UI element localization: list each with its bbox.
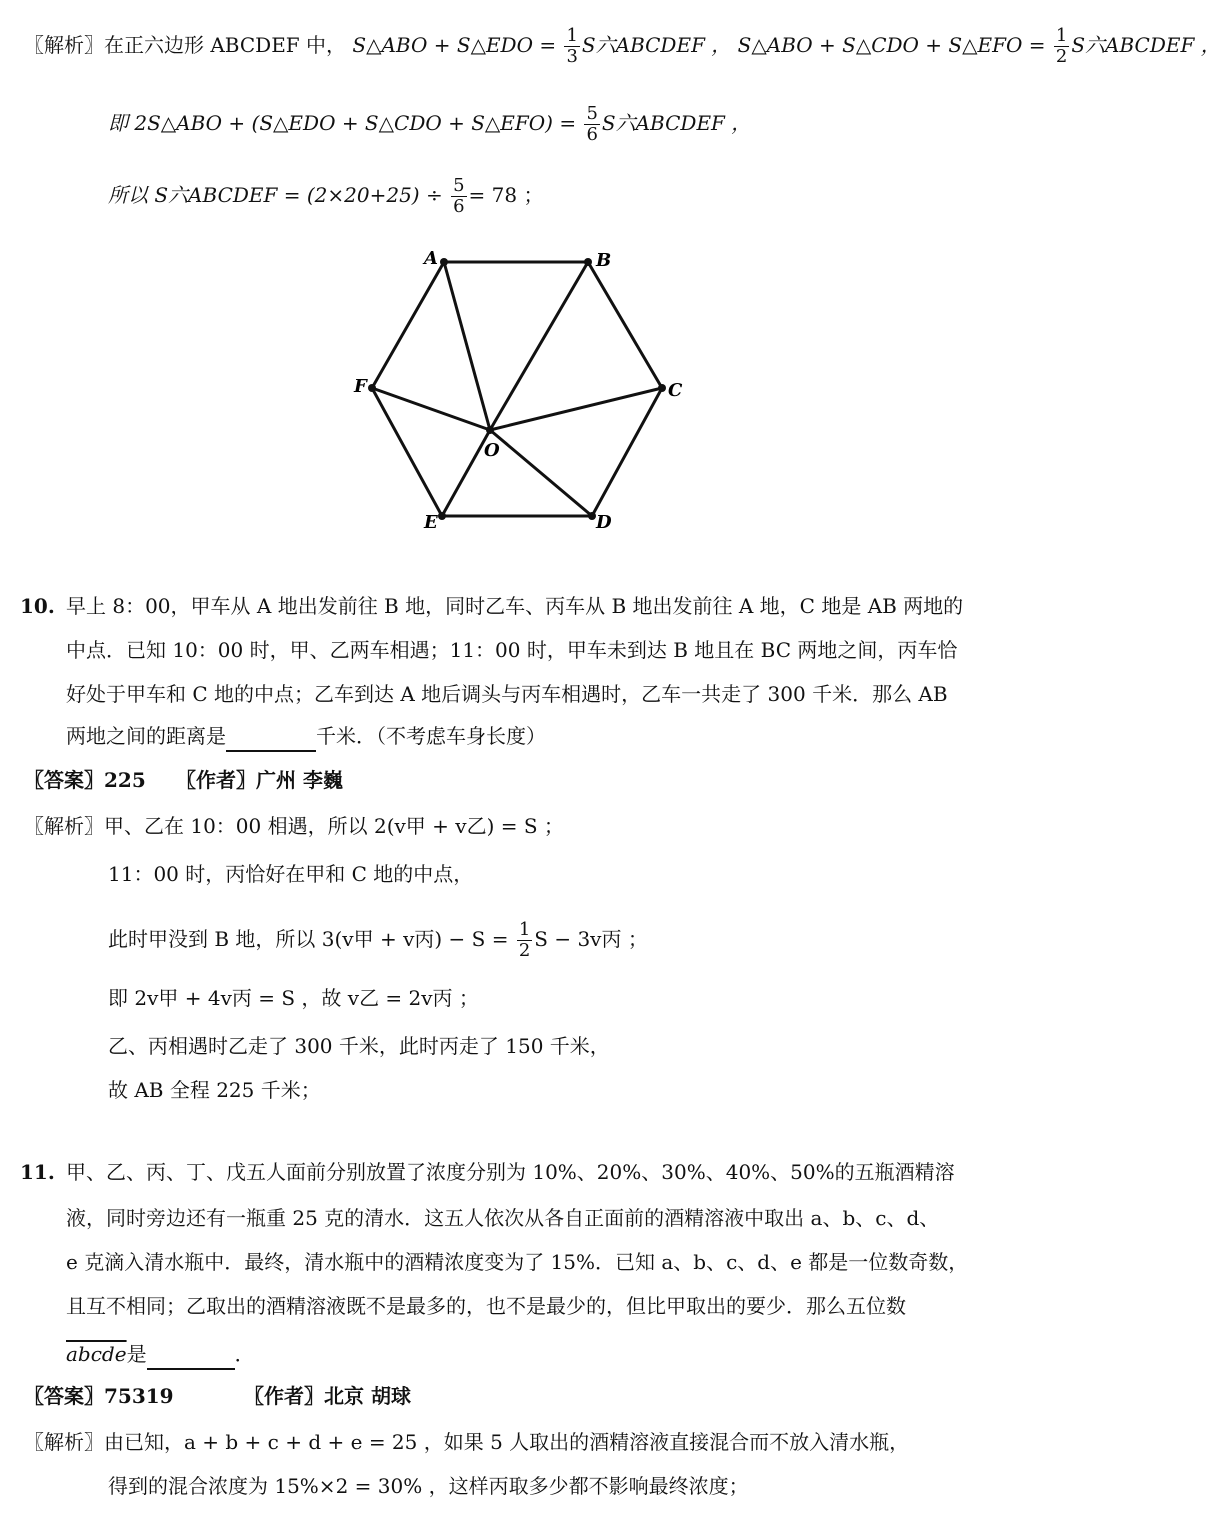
formula: 所以 S六ABCDEF = (2×20+25) ÷: [108, 183, 450, 207]
segment-FO: [372, 388, 490, 430]
solution-text: 甲、乙在 10：00 相遇，所以 2(v甲 + v乙) = S ；: [104, 814, 564, 838]
q11-text: ．: [234, 1342, 255, 1366]
q11-author: 〖作者〗北京 胡球: [244, 1384, 411, 1408]
point-D: [588, 512, 596, 520]
formula: = 78 ；: [468, 183, 544, 207]
label-C: C: [668, 380, 683, 401]
q9-analysis-line3: [108, 176, 543, 217]
q10-author: 〖作者〗广州 李巍: [176, 768, 343, 792]
analysis-text: 在正六边形 ABCDEF 中，: [104, 33, 347, 57]
q10-text-line3: 好处于甲车和 C 地的中点；乙车到达 A 地后调头与丙车相遇时，乙车一共走了 300 千米．那么 AB: [66, 682, 948, 706]
label-O: O: [484, 440, 500, 461]
formula: S六ABCDEF ，: [1071, 33, 1221, 57]
five-digit-number: abcde: [66, 1342, 127, 1366]
hexagon-outline: [372, 262, 662, 516]
point-E: [438, 512, 446, 520]
analysis-tag: 〖解析〗: [24, 33, 104, 57]
solution-text: S − 3v丙 ；: [534, 927, 648, 951]
q9-analysis-line1: [24, 26, 1221, 67]
fraction: $\frac{5}{6}$: [586, 103, 598, 145]
solution-text: 此时甲没到 B 地，所以 3(v甲 + v丙) − S =: [108, 927, 515, 951]
point-B: [584, 258, 592, 266]
q10-solution-line3: [108, 920, 648, 961]
q11-text-line2: 液，同时旁边还有一瓶重 25 克的清水．这五人依次从各自正面前的酒精溶液中取出 a、b、c、d、: [66, 1206, 940, 1230]
label-D: D: [596, 512, 612, 533]
q11-solution-line1: [24, 1428, 909, 1456]
formula: S六ABCDEF ，: [581, 33, 732, 57]
q10-solution-line4: 即 2v甲 + 4v丙 = S ，故 v乙 = 2v丙 ；: [108, 986, 479, 1010]
fraction: $\frac{1}{2}$: [1055, 25, 1068, 67]
formula: 即 2S△ABO + (S△EDO + S△CDO + S△EFO) =: [108, 111, 583, 135]
point-A: [440, 258, 448, 266]
q11-answer: 〖答案〗75319: [24, 1384, 174, 1408]
point-O: [486, 426, 494, 434]
q10-text-line1: 早上 8：00，甲车从 A 地出发前往 B 地，同时乙车、丙车从 B 地出发前往 A 地，C 地是 AB 两地的: [66, 594, 964, 618]
q10-solution-line1: [24, 812, 564, 840]
q11-number: 11.: [20, 1160, 55, 1184]
q11-text-line5: [66, 1340, 255, 1370]
q11-text-line4: 且互不相同；乙取出的酒精溶液既不是最多的，也不是最少的，但比甲取出的要少．那么五位数: [66, 1294, 906, 1318]
q10-text: 千米．（不考虑车身长度）: [316, 724, 546, 748]
fraction: $\frac{1}{2}$: [518, 919, 531, 961]
q9-analysis-line2: [108, 104, 751, 145]
answer-blank: [226, 722, 316, 752]
formula: S六ABCDEF ，: [601, 111, 752, 135]
q11-text: 是: [126, 1342, 147, 1366]
q10-answer: 〖答案〗225: [24, 768, 146, 792]
segment-EO: [442, 430, 490, 516]
fraction: $\frac{1}{3}$: [566, 25, 578, 67]
q10-solution-line2: 11：00 时，丙恰好在甲和 C 地的中点，: [108, 862, 474, 886]
label-A: A: [424, 248, 438, 269]
q11-text-line1: 甲、乙、丙、丁、戊五人面前分别放置了浓度分别为 10%、20%、30%、40%、50%的五瓶酒精溶: [66, 1160, 955, 1184]
segment-BO: [490, 262, 588, 430]
q11-solution-line2: 得到的混合浓度为 15%×2 = 30% ，这样丙取多少都不影响最终浓度；: [108, 1474, 749, 1498]
hexagon-diagram: [340, 240, 700, 540]
q10-solution-line5: 乙、丙相遇时乙走了 300 千米，此时丙走了 150 千米，: [108, 1034, 610, 1058]
label-E: E: [424, 512, 438, 533]
label-F: F: [354, 376, 367, 397]
analysis-tag: 〖解析〗: [24, 1430, 104, 1454]
q10-number: 10.: [20, 594, 55, 618]
q10-text: 两地之间的距离是: [66, 724, 226, 748]
segment-DO: [490, 430, 592, 516]
point-F: [368, 384, 376, 392]
formula: S△ABO + S△EDO =: [352, 33, 563, 57]
q11-text-line3: e 克滴入清水瓶中．最终，清水瓶中的酒精浓度变为了 15%．已知 a、b、c、d、e 都是一位数奇数，: [66, 1250, 969, 1274]
label-B: B: [596, 250, 612, 271]
q10-text-line2: 中点．已知 10：00 时，甲、乙两车相遇；11：00 时，甲车未到达 B 地且在 BC 两地之间，丙车恰: [66, 638, 958, 662]
point-C: [658, 384, 666, 392]
fraction: $\frac{5}{6}$: [453, 175, 465, 217]
answer-blank: [147, 1340, 235, 1370]
analysis-tag: 〖解析〗: [24, 814, 104, 838]
formula: S△ABO + S△CDO + S△EFO =: [737, 33, 1052, 57]
segment-AO: [444, 262, 490, 430]
q10-solution-line6: 故 AB 全程 225 千米；: [108, 1078, 321, 1102]
q10-text-line4: [66, 722, 546, 752]
solution-text: 由已知，a + b + c + d + e = 25 ，如果 5 人取出的酒精溶液直接混合而不放入清水瓶，: [104, 1430, 910, 1454]
segment-CO: [490, 388, 662, 430]
